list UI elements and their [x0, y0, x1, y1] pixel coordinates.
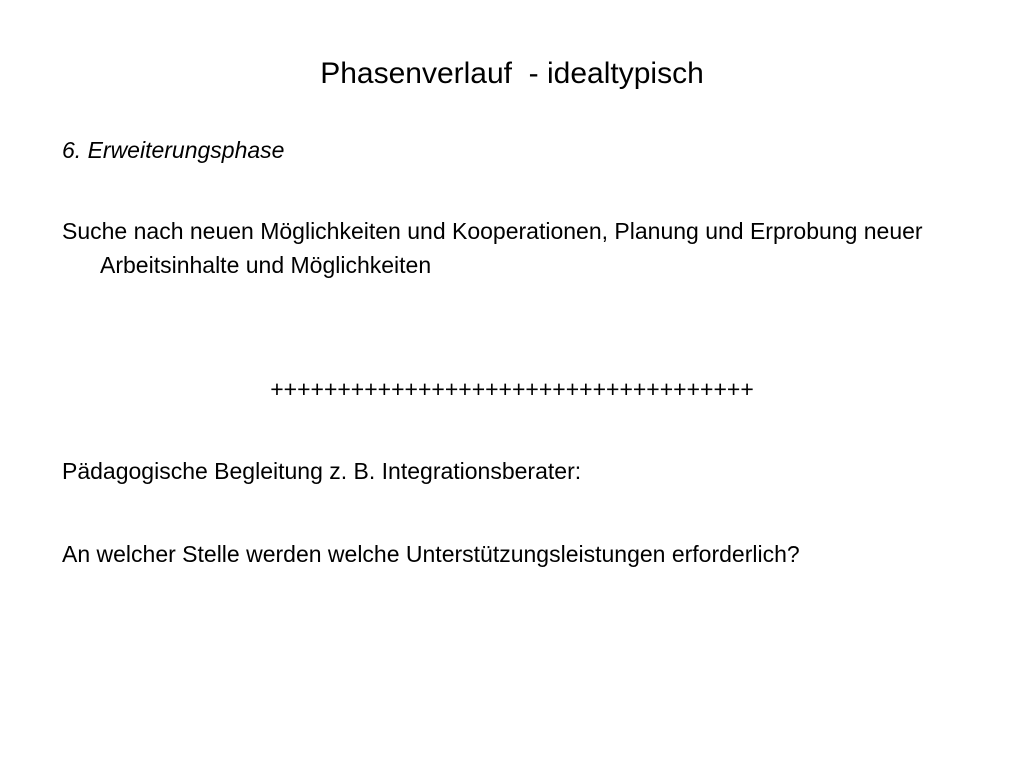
paragraph-support: Pädagogische Begleitung z. B. Integrationsberater:	[62, 458, 582, 484]
paragraph-question: An welcher Stelle werden welche Unterstützungsleistungen erforderlich?	[62, 541, 800, 567]
slide-title: Phasenverlauf - idealtypisch	[320, 57, 704, 90]
phase-subtitle: 6. Erweiterungsphase	[62, 137, 285, 163]
plus-separator: ++++++++++++++++++++++++++++++++++++	[270, 376, 754, 402]
paragraph-search: Suche nach neuen Möglichkeiten und Kooperationen, Planung und Erprobung neuer Arbeitsinhalte und Möglichkeiten	[62, 218, 923, 278]
